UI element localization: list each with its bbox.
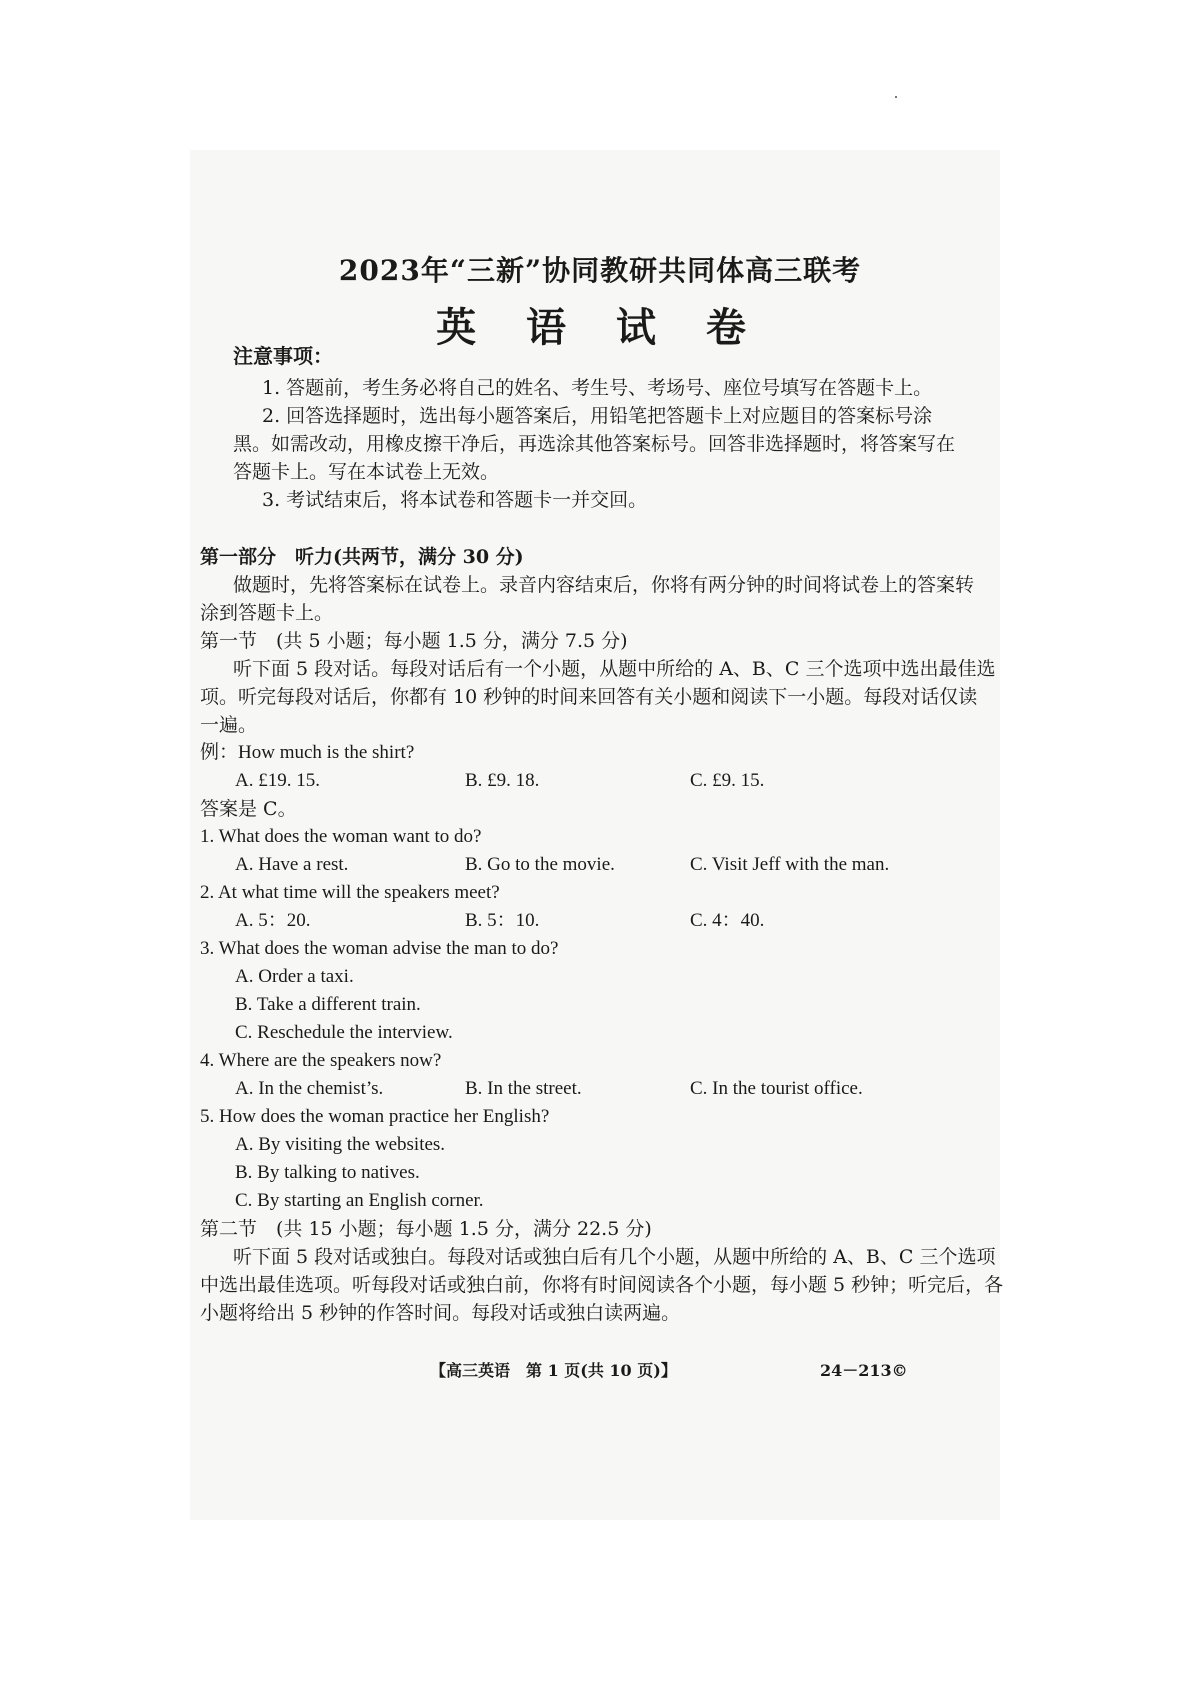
question-option: A. By visiting the websites. [235,1134,446,1155]
question-text: 2. At what time will the speakers meet? [200,882,500,903]
section-instructions: 项。听完每段对话后，你都有 10 秒钟的时间来回答有关小题和阅读下一小题。每段对话仅读 [200,686,978,708]
question-option: C. By starting an English corner. [235,1190,484,1211]
notice-item: 1. 答题前，考生务必将自己的姓名、考生号、考场号、座位号填写在答题卡上。 [262,377,933,399]
section-heading: 第二节 (共 15 小题；每小题 1.5 分，满分 22.5 分) [200,1218,652,1240]
notice-item: 黑。如需改动，用橡皮擦干净后，再选涂其他答案标号。回答非选择题时，将答案写在 [233,433,956,455]
section-instructions: 听下面 5 段对话。每段对话后有一个小题，从题中所给的 A、B、C 三个选项中选出最佳选 [233,658,996,680]
question-option: A. In the chemist’s. [235,1078,384,1099]
part-heading: 第一部分 听力(共两节，满分 30 分) [200,546,524,568]
section-instructions: 听下面 5 段对话或独白。每段对话或独白后有几个小题，从题中所给的 A、B、C 三个选项 [233,1246,996,1268]
part-intro: 做题时，先将答案标在试卷上。录音内容结束后，你将有两分钟的时间将试卷上的答案转 [233,574,975,596]
question-option: B. Take a different train. [235,994,421,1015]
notice-heading: 注意事项： [233,344,333,368]
notice-item: 答题卡上。写在本试卷上无效。 [233,461,500,483]
question-text: 3. What does the woman advise the man to do? [200,938,559,959]
question-text: 1. What does the woman want to do? [200,826,482,847]
example-option: B. £9. 18. [465,770,540,791]
question-option: B. In the street. [465,1078,582,1099]
exam-subject-title: 英 语 试 卷 [436,304,764,351]
example-answer: 答案是 C。 [200,798,297,820]
page-footer-label: 【高三英语 第 1 页(共 10 页)】 [430,1361,677,1380]
section-heading: 第一节 (共 5 小题；每小题 1.5 分，满分 7.5 分) [200,630,628,652]
part-intro: 涂到答题卡上。 [200,602,334,624]
example-option: A. £19. 15. [235,770,320,791]
question-option: A. Have a rest. [235,854,349,875]
question-option: C. 4：40. [690,910,765,931]
question-option: A. 5：20. [235,910,311,931]
section-instructions: 一遍。 [200,714,258,736]
notice-item: 3. 考试结束后，将本试卷和答题卡一并交回。 [262,489,648,511]
question-option: A. Order a taxi. [235,966,354,987]
exam-title: 2023年“三新”协同教研共同体高三联考 [338,254,862,287]
question-option: B. Go to the movie. [465,854,615,875]
exam-code: 24－213© [820,1361,908,1380]
question-option: C. In the tourist office. [690,1078,863,1099]
section-instructions: 中选出最佳选项。听每段对话或独白前，你将有时间阅读各个小题，每小题 5 秒钟；听完后，各 [200,1274,1004,1296]
section-instructions: 小题将给出 5 秒钟的作答时间。每段对话或独白读两遍。 [200,1302,681,1324]
notice-item: 2. 回答选择题时，选出每小题答案后，用铅笔把答题卡上对应题目的答案标号涂 [262,405,933,427]
question-text: 4. Where are the speakers now? [200,1050,442,1071]
example-question: 例：How much is the shirt? [200,742,415,763]
question-text: 5. How does the woman practice her English? [200,1106,550,1127]
example-option: C. £9. 15. [690,770,765,791]
question-option: C. Reschedule the interview. [235,1022,453,1043]
question-option: B. By talking to natives. [235,1162,420,1183]
question-option: C. Visit Jeff with the man. [690,854,890,875]
scan-speck [895,96,897,98]
question-option: B. 5：10. [465,910,540,931]
